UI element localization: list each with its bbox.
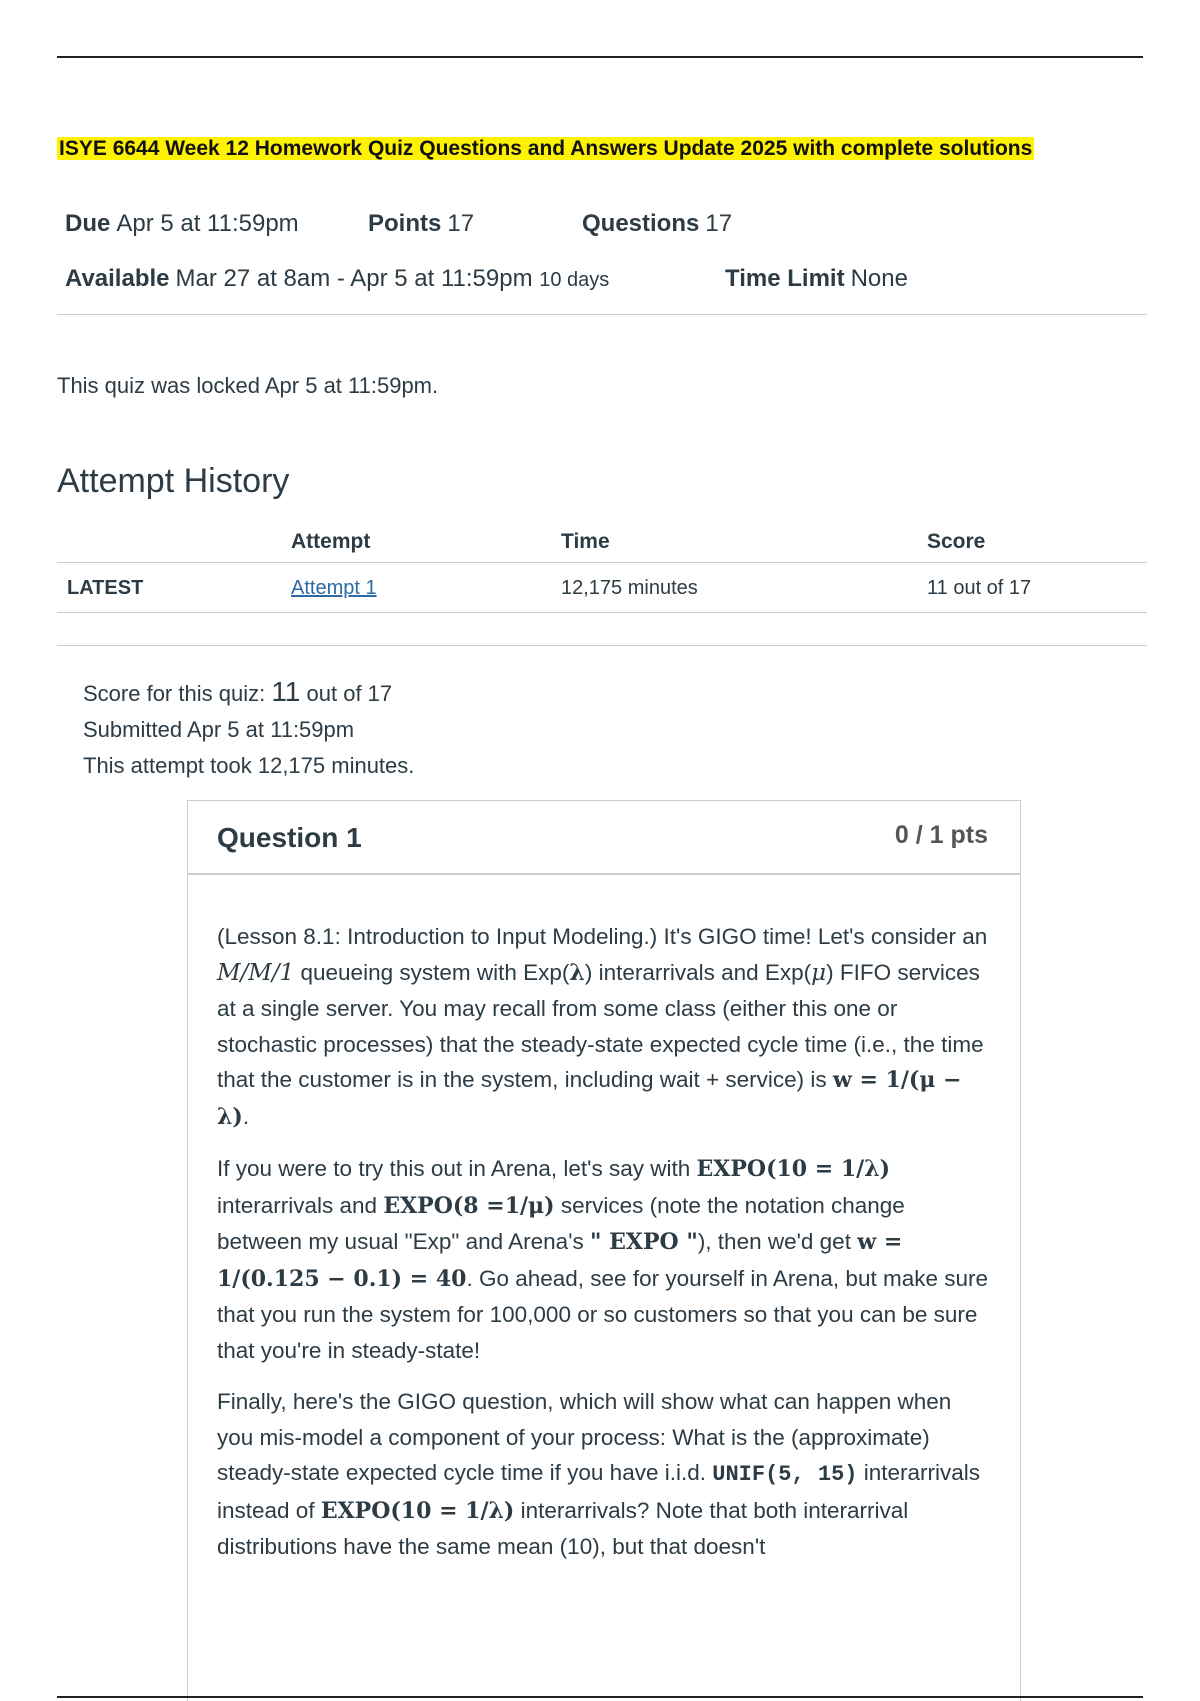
- table-row: [57, 563, 1147, 613]
- attempt-history-table: [57, 524, 1147, 613]
- header-blank: [57, 524, 281, 563]
- question-title: Question 1: [217, 822, 362, 853]
- question-card: [187, 800, 1021, 1701]
- latest-tag: LATEST: [57, 563, 281, 613]
- attempt-1-link[interactable]: Attempt 1: [291, 577, 377, 599]
- question-paragraph-3: Finally, here's the GIGO question, which will show what can happen when you mis-model a component of your process: What is the (approximate) steady-state expected cycle time if you have i.i.d. UNIF(5, 15) interarrivals instead of EXPO(10 = 1/λ) interarrivals? Note that both interarrival distributions have the same mean (10), but that doesn't: [217, 1389, 981, 1559]
- header-time: Time: [551, 524, 917, 563]
- meta-row-1: [65, 210, 733, 238]
- bottom-rule: [57, 1696, 1143, 1698]
- due-field: Due Apr 5 at 11:59pm: [65, 210, 299, 237]
- locked-notice: This quiz was locked Apr 5 at 11:59pm.: [57, 373, 439, 398]
- header-attempt: Attempt: [281, 524, 551, 563]
- time-cell: 12,175 minutes: [551, 563, 917, 613]
- duration-line: This attempt took 12,175 minutes.: [83, 753, 415, 778]
- table-header-row: [57, 524, 1147, 563]
- attempt-history-heading: Attempt History: [57, 462, 290, 500]
- question-paragraph-2: If you were to try this out in Arena, let's say with EXPO(10 = 1/λ) interarrivals and EXPO(8 =1/μ) services (note the notation change between my usual "Exp" and Arena's " EXPO "), then we'd get w = 1/(0.125 − 0.1) = 40. Go ahead, see for yourself in Arena, but make sure that you run the system for 100,000 or so customers so that you can be sure that you're in steady-state!: [217, 1156, 988, 1363]
- questions-field: Questions 17: [582, 210, 733, 237]
- score-cell: 11 out of 17: [917, 563, 1147, 613]
- question-body: [188, 875, 1020, 1565]
- points-field: Points 17: [368, 210, 475, 237]
- available-field: Available Mar 27 at 8am - Apr 5 at 11:59pm 10 days: [65, 265, 610, 292]
- question-points: 0 / 1 pts: [894, 821, 988, 849]
- attempt-cell: [281, 563, 551, 613]
- question-header: [188, 801, 1020, 875]
- question-paragraph-1: (Lesson 8.1: Introduction to Input Modeling.) It's GIGO time! Let's consider an M/M/1 queueing system with Exp(λ) interarrivals and Exp(μ) FIFO services at a single server. You may recall from some class (either this one or stochastic processes) that the steady-state expected cycle time (i.e., the time that the customer is in the system, including wait + service) is w = 1/(μ − λ).: [217, 924, 988, 1130]
- top-rule: [57, 56, 1143, 58]
- score-line: Score for this quiz: 11 out of 17: [83, 676, 393, 707]
- divider: [57, 645, 1147, 646]
- divider: [57, 314, 1147, 315]
- time-limit-field: Time Limit None: [725, 265, 908, 292]
- score-summary: [83, 674, 414, 784]
- document-title: ISYE 6644 Week 12 Homework Quiz Questions and Answers Update 2025 with complete solutions: [59, 137, 1033, 160]
- submitted-line: Submitted Apr 5 at 11:59pm: [83, 717, 355, 742]
- header-score: Score: [917, 524, 1147, 563]
- meta-row-2: [65, 265, 908, 293]
